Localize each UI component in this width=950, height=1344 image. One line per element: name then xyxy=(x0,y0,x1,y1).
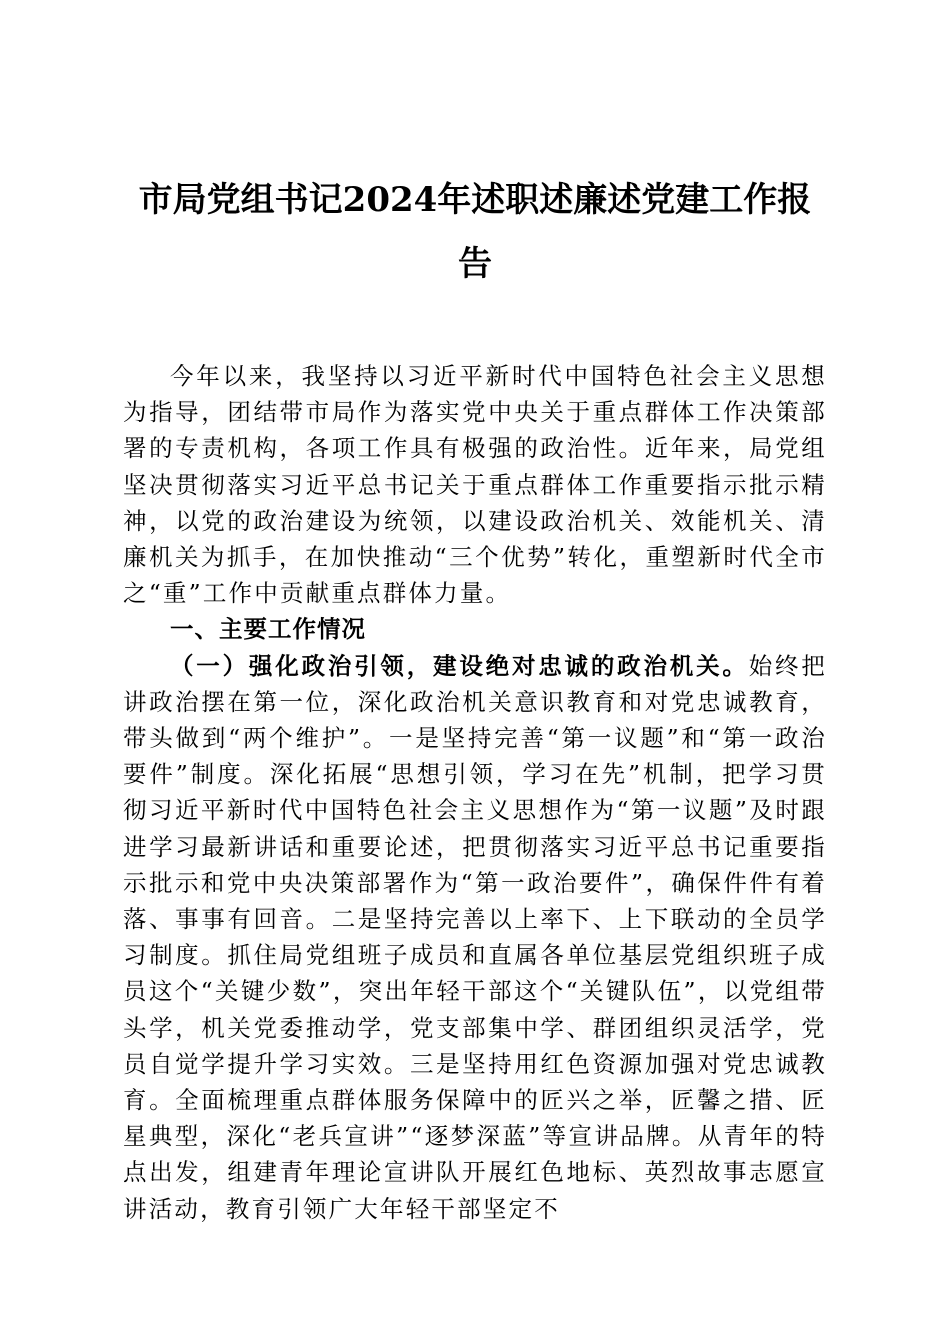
title-line-2: 告 xyxy=(458,244,492,284)
section-heading-main-work: 一、主要工作情况 xyxy=(170,615,366,644)
title-line-1: 市局党组书记2024年述职述廉述党建工作报 xyxy=(138,180,812,220)
document-body xyxy=(123,358,827,1227)
subsection-lead: （一）强化政治引领，建设绝对忠诚的政治机关。 xyxy=(170,651,749,680)
subsection-text: 始终把讲政治摆在第一位，深化政治机关意识教育和对党忠诚教育，带头做到“两个维护”。一是坚持完善“第一议题”和“第一政治要件”制度。深化拓展“思想引领，学习在先”机制，把学习贯彻习近平新时代中国特色社会主义思想作为“第一议题”及时跟进学习最新讲话和重要论述，把贯彻落实习近平总书记重要指示批示和党中央决策部署作为“第一政治要件”，确保件件有着落、事事有回音。二是坚持完善以上率下、上下联动的全员学习制度。抓住局党组班子成员和直属各单位基层党组织班子成员这个“关键少数”，突出年轻干部这个“关键队伍”，以党组带头学，机关党委推动学，党支部集中学、群团组织灵活学，党员自觉学提升学习实效。三是坚持用红色资源加强对党忠诚教育。全面梳理重点群体服务保障中的匠兴之举，匠馨之措、匠星典型，深化“老兵宣讲”“逐梦深蓝”等宣讲品牌。从青年的特点出发，组建青年理论宣讲队开展红色地标、英烈故事志愿宣讲活动，教育引领广大年轻干部坚定不 xyxy=(123,651,827,1223)
subsection-paragraph-political-guidance xyxy=(123,648,827,1227)
intro-paragraph: 今年以来，我坚持以习近平新时代中国特色社会主义思想为指导，团结带市局作为落实党中央关于重点群体工作决策部署的专责机构，各项工作具有极强的政治性。近年来，局党组坚决贯彻落实习近平总书记关于重点群体工作重要指示批示精神，以党的政治建设为统领，以建设政治机关、效能机关、清廉机关为抓手，在加快推动“三个优势”转化，重塑新时代全市之“重”工作中贡献重点群体力量。 xyxy=(123,362,827,608)
document-title xyxy=(120,168,830,296)
